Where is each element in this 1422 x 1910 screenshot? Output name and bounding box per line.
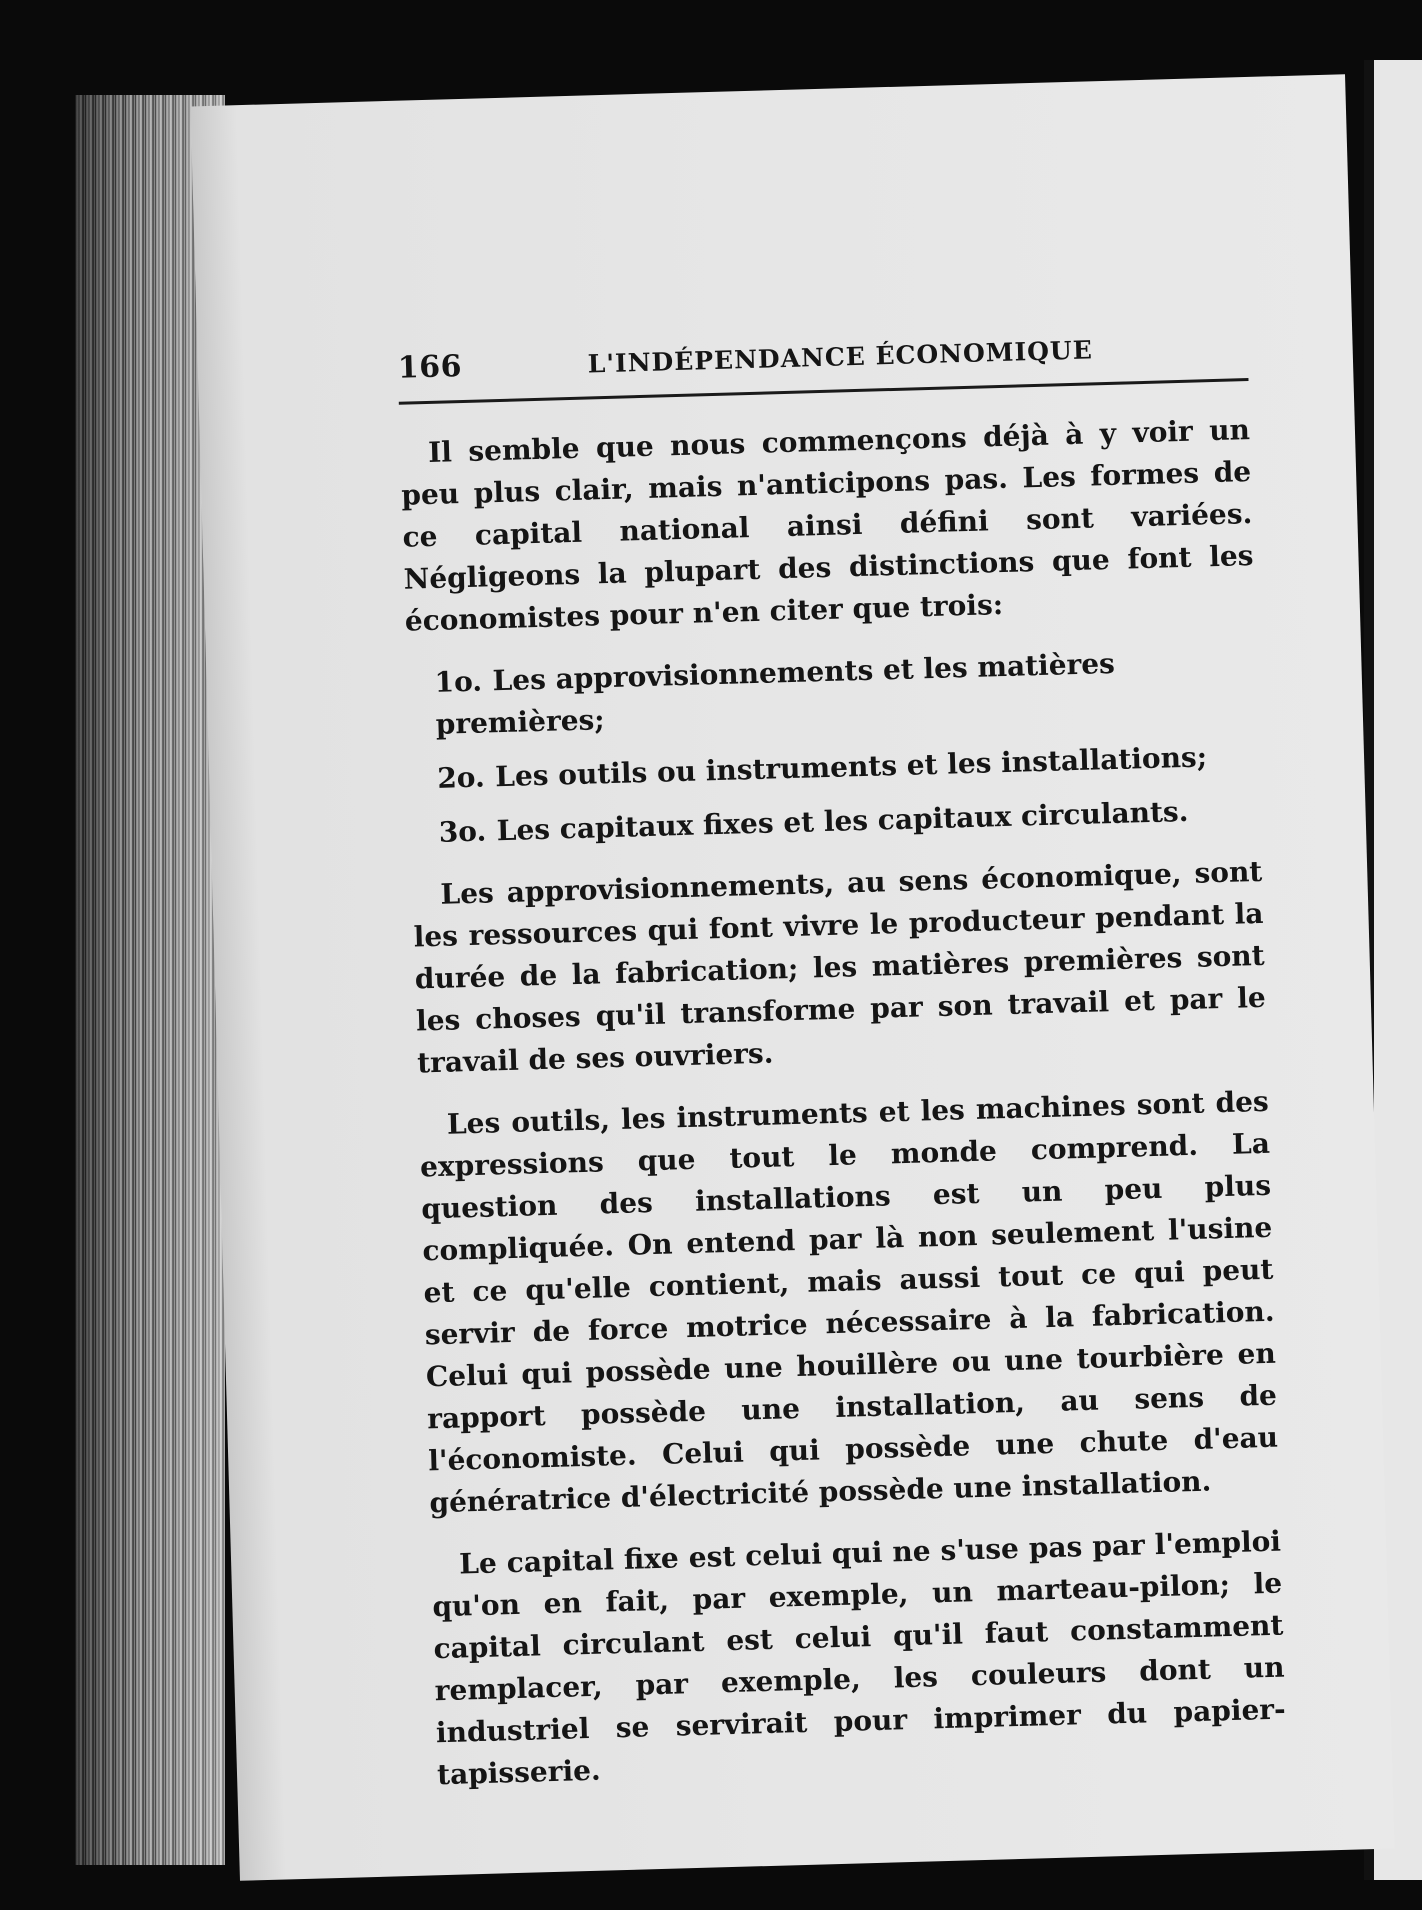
- list-item: [438, 789, 1261, 854]
- list-item-text: Les approvisionnements et les matières premières;: [435, 646, 1116, 741]
- running-title: L'INDÉPENDANCE ÉCONOMIQUE: [587, 335, 1094, 379]
- book-page: [190, 74, 1394, 1881]
- paragraph-2: Les approvisionnements, au sens économique, sont les ressources qui font vivre le producteur pendant la durée de la fabrication; les matières premières sont les choses qu'il transforme par son travail et par le travail de ses ouvriers.: [413, 854, 1267, 1080]
- enumeration-list: [406, 639, 1261, 855]
- list-item-text: Les outils ou instruments et les installations;: [494, 740, 1208, 794]
- list-item: [434, 639, 1258, 746]
- paragraph-4: Le capital fixe est celui qui ne s'use pas par l'emploi qu'on en fait, par exemple, un marteau-pilon; le capital circulant est celui qu'il faut constamment remplacer, par exemple, les couleurs dont un industriel se servirait pour imprimer du papier-tapisserie.: [431, 1524, 1287, 1792]
- list-item: [437, 735, 1260, 800]
- body-text: [400, 409, 1288, 1796]
- list-item-number: 2o.: [436, 760, 486, 795]
- list-item-number: 1o.: [434, 664, 483, 699]
- list-item-text: Les capitaux fixes et les capitaux circulants.: [496, 794, 1189, 848]
- running-head: [397, 327, 1248, 405]
- list-item-number: 3o.: [438, 814, 487, 849]
- paragraph-3: Les outils, les instruments et les machines sont des expressions que tout le monde comprend. La question des installations est un peu plus compliquée. On entend par là non seulement l'usine et ce qu'elle contient, mais aussi tout ce qui peut servir de force motrice nécessaire à la fabrication. Celui qui possède une houillère ou une tourbière en rapport possède une installation, au sens de l'économiste. Celui qui possède une chute d'eau génératrice d'électricité possède une installation.: [419, 1084, 1279, 1520]
- page-number: 166: [397, 348, 463, 386]
- paragraph-1: Il semble que nous commençons déjà à y voir un peu plus clair, mais n'anticipons pas. Les formes de ce capital national ainsi défini sont variées. Négligeons la plupart des distinctions que font les économistes pour n'en citer que trois:: [400, 413, 1254, 638]
- page-content: [397, 327, 1288, 1816]
